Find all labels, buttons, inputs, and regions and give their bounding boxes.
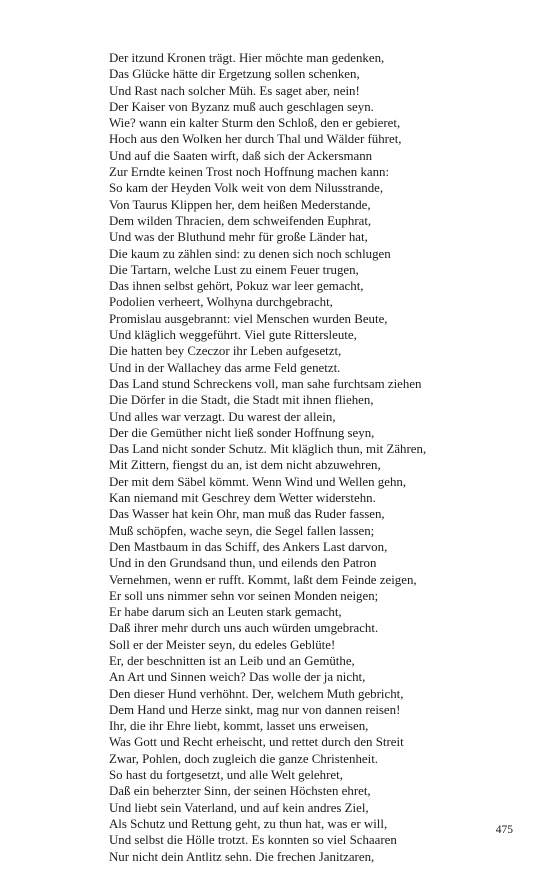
poem-line: Mit Zittern, fiengst du an, ist dem nicht abzuwehren, (109, 458, 381, 473)
poem-line: Und in der Wallachey das arme Feld genetzt. (109, 360, 341, 375)
poem-line: Den dieser Hund verhöhnt. Der, welchem Muth gebricht, (109, 686, 404, 701)
poem-line: Als Schutz und Rettung geht, zu thun hat, was er will, (109, 816, 388, 831)
poem-line: Der Kaiser von Byzanz muß auch geschlagen seyn. (109, 99, 374, 114)
poem-line: Daß ihrer mehr durch uns auch würden umgebracht. (109, 621, 379, 636)
poem-line: Die Tartarn, welche Lust zu einem Feuer trugen, (109, 262, 359, 277)
poem-line: Die kaum zu zählen sind: zu denen sich noch schlugen (109, 246, 391, 261)
poem-line: Muß schöpfen, wache seyn, die Segel fallen lassen; (109, 523, 375, 538)
poem-line: Vernehmen, wenn er rufft. Kommt, laßt dem Feinde zeigen, (109, 572, 417, 587)
poem-line: Und was der Bluthund mehr für große Länder hat, (109, 230, 368, 245)
poem-line: Kan niemand mit Geschrey dem Wetter widerstehn. (109, 491, 376, 506)
poem-line: Und alles war verzagt. Du warest der allein, (109, 409, 336, 424)
poem-line: Und in den Grundsand thun, und eilends den Patron (109, 556, 377, 571)
poem-line: Der die Gemüther nicht ließ sonder Hoffnung seyn, (109, 425, 375, 440)
poem-line: Und liebt sein Vaterland, und auf kein andres Ziel, (109, 800, 369, 815)
poem-line: Der mit dem Säbel kömmt. Wenn Wind und Wellen gehn, (109, 474, 407, 489)
poem-line: Zwar, Pohlen, doch zugleich die ganze Christenheit. (109, 751, 379, 766)
poem-line: Den Mastbaum in das Schiff, des Ankers Last darvon, (109, 539, 388, 554)
poem-line: Er soll uns nimmer sehn vor seinen Monden neigen; (109, 588, 379, 603)
poem-line: Das Land stund Schreckens voll, man sahe furchtsam ziehen (109, 376, 422, 391)
poem-line: Er, der beschnitten ist an Leib und an Gemüthe, (109, 653, 355, 668)
poem-line: Und selbst die Hölle trotzt. Es konnten so viel Schaaren (109, 833, 397, 848)
poem-line: Er habe darum sich an Leuten stark gemacht, (109, 605, 342, 620)
poem-line: Soll er der Meister seyn, du edeles Geblüte! (109, 637, 336, 652)
poem-line: Dem wilden Thracien, dem schweifenden Euphrat, (109, 213, 372, 228)
poem-line: Das Glücke hätte dir Ergetzung sollen schenken, (109, 67, 360, 82)
poem-line: Und auf die Saaten wirft, daß sich der Ackersmann (109, 148, 373, 163)
poem-line: An Art und Sinnen weich? Das wolle der ja nicht, (109, 670, 366, 685)
poem-line: Dem Hand und Herze sinkt, mag nur von dannen reisen! (109, 702, 401, 717)
poem-line: Was Gott und Recht erheischt, und rettet durch den Streit (109, 735, 404, 750)
poem-line: Das Land nicht sonder Schutz. Mit kläglich thun, mit Zähren, (109, 442, 427, 457)
poem-line: Von Taurus Klippen her, dem heißen Mederstande, (109, 197, 371, 212)
poem-line: Daß ein beherzter Sinn, der seinen Höchsten ehret, (109, 784, 371, 799)
poem-line: Die hatten bey Czeczor ihr Leben aufgesetzt, (109, 344, 342, 359)
poem-line: Promislau ausgebrannt: viel Menschen wurden Beute, (109, 311, 388, 326)
poem-line: Nur nicht dein Antlitz sehn. Die frechen Janitzaren, (109, 849, 375, 864)
poem-line: Ihr, die ihr Ehre liebt, kommt, lasset uns erweisen, (109, 719, 369, 734)
poem-line: Der itzund Kronen trägt. Hier möchte man gedenken, (109, 51, 385, 65)
poem-line: Wie? wann ein kalter Sturm den Schloß, den er gebieret, (109, 116, 401, 131)
poem-text-block (109, 50, 539, 865)
poem-line: Und Rast nach solcher Müh. Es saget aber, nein! (109, 83, 360, 98)
poem-line: Hoch aus den Wolken her durch Thal und Wälder führet, (109, 132, 402, 147)
poem-line: Und kläglich weggeführt. Viel gute Rittersleute, (109, 328, 357, 343)
poem-line: Das Wasser hat kein Ohr, man muß das Ruder fassen, (109, 507, 385, 522)
page-number: 475 (495, 824, 513, 836)
poem-line: Die Dörfer in die Stadt, die Stadt mit ihnen fliehen, (109, 393, 374, 408)
poem-line: Podolien verheert, Wolhyna durchgebracht, (109, 295, 333, 310)
poem-line: So kam der Heyden Volk weit von dem Nilusstrande, (109, 181, 384, 196)
poem-line: So hast du fortgesetzt, und alle Welt gelehret, (109, 768, 343, 783)
poem-line: Das ihnen selbst gehört, Pokuz war leer gemacht, (109, 279, 364, 294)
poem-line: Zur Erndte keinen Trost noch Hoffnung machen kann: (109, 165, 390, 180)
